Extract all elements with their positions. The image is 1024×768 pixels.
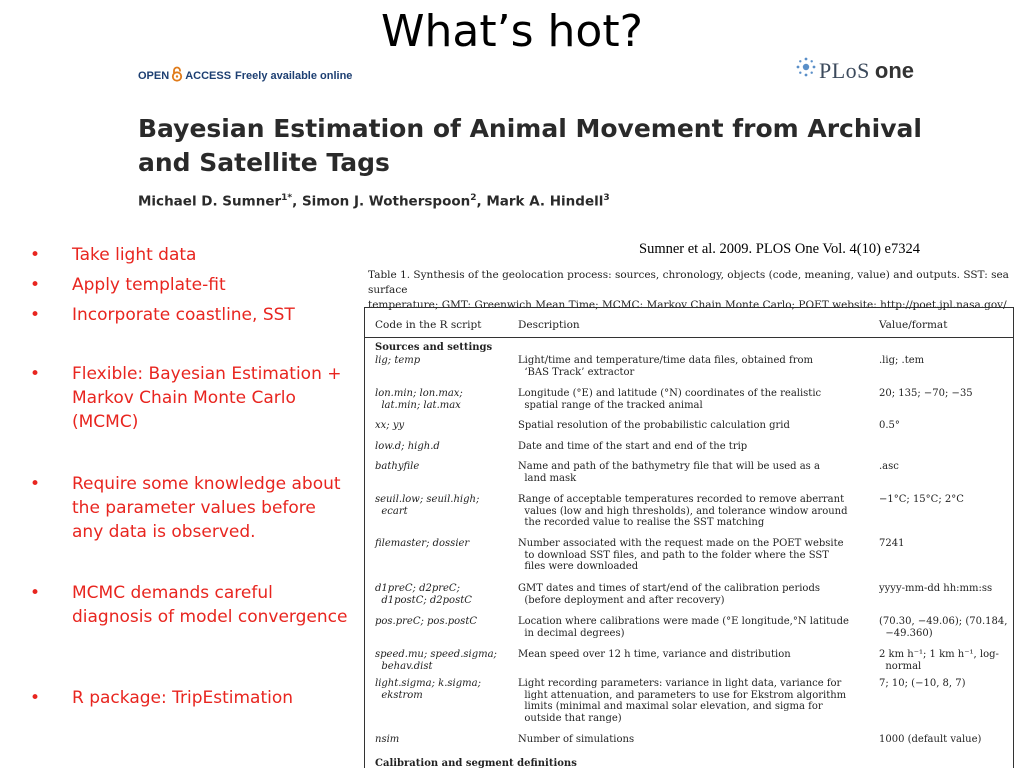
cell-line: 0.5° bbox=[879, 420, 900, 431]
cell-line: Name and path of the bathymetry file that will be used as a bbox=[518, 461, 820, 472]
cell-line: Number associated with the request made on the POET website bbox=[518, 538, 844, 549]
bullet-icon: • bbox=[30, 583, 41, 603]
cell-line: (before deployment and after recovery) bbox=[518, 594, 725, 606]
cell-code bbox=[375, 461, 515, 473]
cell-line: speed.mu; speed.sigma; bbox=[375, 649, 497, 660]
cell-line: low.d; high.d bbox=[375, 441, 440, 452]
cell-line: d1preC; d2preC; bbox=[375, 583, 460, 594]
cell-line: Light/time and temperature/time data files, obtained from bbox=[518, 355, 813, 366]
bullet-item bbox=[30, 362, 350, 434]
cell-code bbox=[375, 734, 515, 746]
column-header-value: Value/format bbox=[879, 319, 948, 331]
author-affiliation: 3 bbox=[603, 193, 610, 203]
cell-line: 1000 (default value) bbox=[879, 734, 982, 745]
cell-description bbox=[518, 538, 868, 573]
bullet-text: MCMC demands careful diagnosis of model convergence bbox=[72, 583, 348, 627]
open-access-access: ACCESS bbox=[185, 69, 232, 82]
column-header-code: Code in the R script bbox=[375, 319, 482, 331]
paper-authors: Michael D. Sumner$^{1*}$, Simon J. Wotherspoon$^2$, Mark A. Hindell$^3$ bbox=[138, 193, 610, 210]
citation: Sumner et al. 2009. PLOS One Vol. 4(10) e7324 bbox=[639, 241, 920, 257]
cell-line: Longitude (°E) and latitude (°N) coordinates of the realistic bbox=[518, 388, 822, 399]
cell-description bbox=[518, 420, 868, 432]
cell-code bbox=[375, 441, 515, 453]
cell-line: Number of simulations bbox=[518, 734, 635, 745]
bullet-text: Apply template-fit bbox=[72, 275, 226, 295]
cell-line: ‘BAS Track’ extractor bbox=[518, 366, 635, 378]
cell-line: Spatial resolution of the probabilistic calculation grid bbox=[518, 420, 790, 431]
cell-line: light.sigma; k.sigma; bbox=[375, 678, 481, 689]
cell-line: GMT dates and times of start/end of the calibration periods bbox=[518, 583, 820, 594]
bullet-icon: • bbox=[30, 275, 41, 295]
open-access-open: OPEN bbox=[138, 69, 170, 82]
cell-description bbox=[518, 441, 868, 453]
bullet-item bbox=[30, 472, 350, 544]
cell-line: files were downloaded bbox=[518, 561, 639, 572]
open-access-freely: Freely available online bbox=[235, 69, 353, 82]
cell-line: 2 km h⁻¹; 1 km h⁻¹, log- bbox=[879, 649, 999, 660]
author-name: Mark A. Hindell bbox=[486, 193, 604, 210]
cell-line: −49.360) bbox=[879, 627, 933, 639]
cell-code bbox=[375, 616, 515, 628]
bullet-text: R package: TripEstimation bbox=[72, 688, 294, 708]
table-caption-line: Table 1. Synthesis of the geolocation process: sources, chronology, objects (code, meaning, value) and outputs. SST: sea surface bbox=[368, 269, 1009, 296]
cell-line: yyyy-mm-dd hh:mm:ss bbox=[879, 583, 993, 594]
cell-line: .lig; .tem bbox=[879, 355, 925, 366]
cell-description bbox=[518, 616, 868, 639]
cell-code bbox=[375, 538, 515, 550]
cell-description bbox=[518, 494, 868, 529]
cell-line: (70.30, −49.06); (70.184, bbox=[879, 616, 1008, 627]
bullet-item bbox=[30, 686, 350, 710]
cell-line: d1postC; d2postC bbox=[375, 594, 472, 606]
cell-value bbox=[879, 734, 1013, 746]
cell-line: Light recording parameters: variance in light data, variance for bbox=[518, 678, 842, 689]
cell-line: Range of acceptable temperatures recorded to remove aberrant bbox=[518, 494, 845, 505]
cell-line: values (low and high thresholds), and tolerance window around bbox=[518, 505, 848, 517]
open-lock-icon bbox=[171, 66, 183, 85]
cell-line: land mask bbox=[518, 472, 577, 484]
cell-line: xx; yy bbox=[375, 420, 405, 431]
bullet-icon: • bbox=[30, 474, 41, 494]
bullet-item bbox=[30, 243, 350, 267]
cell-description bbox=[518, 388, 868, 411]
cell-line: the recorded value to realise the SST matching bbox=[518, 517, 765, 528]
cell-line: .asc bbox=[879, 461, 899, 472]
cell-line: behav.dist bbox=[375, 660, 433, 672]
cell-line: lon.min; lon.max; bbox=[375, 388, 463, 399]
bullet-icon: • bbox=[30, 364, 41, 384]
cell-line: Date and time of the start and end of the trip bbox=[518, 441, 748, 452]
bullet-text: Flexible: Bayesian Estimation + Markov Chain Monte Carlo (MCMC) bbox=[72, 364, 342, 432]
open-access-banner bbox=[138, 66, 352, 85]
cell-line: 7241 bbox=[879, 538, 905, 549]
bullet-text: Incorporate coastline, SST bbox=[72, 305, 295, 325]
author-name: Michael D. Sumner bbox=[138, 193, 282, 210]
cell-value bbox=[879, 678, 1013, 690]
cell-line: outside that range) bbox=[518, 712, 622, 724]
cell-value bbox=[879, 538, 1013, 550]
cell-code bbox=[375, 678, 515, 701]
cell-value bbox=[879, 494, 1013, 506]
cell-description bbox=[518, 583, 868, 606]
slide-title: What’s hot? bbox=[381, 6, 643, 57]
author-affiliation: 2 bbox=[470, 193, 477, 203]
cell-line: nsim bbox=[375, 734, 400, 745]
column-header-description: Description bbox=[518, 319, 580, 331]
cell-line: light attenuation, and parameters to use for Ekstrom algorithm bbox=[518, 689, 847, 701]
cell-line: ecart bbox=[375, 505, 408, 517]
cell-value bbox=[879, 420, 1013, 432]
table-header-row bbox=[365, 308, 1013, 338]
cell-line: 7; 10; (−10, 8, 7) bbox=[879, 678, 966, 689]
geolocation-table bbox=[364, 307, 1014, 768]
table-section-sources: Sources and settings bbox=[375, 342, 493, 353]
author-affiliation: 1* bbox=[281, 193, 293, 203]
table-caption-line: temperature; GMT: Greenwich Mean Time; MCMC: Markov Chain Monte Carlo; POET website: http://poet.jpl.nasa.gov/ bbox=[368, 299, 1007, 311]
cell-description bbox=[518, 461, 868, 484]
cell-value bbox=[879, 355, 1013, 367]
cell-value bbox=[879, 461, 1013, 473]
table-section-calibration: Calibration and segment definitions bbox=[375, 758, 577, 768]
cell-line: in decimal degrees) bbox=[518, 627, 625, 639]
cell-line: pos.preC; pos.postC bbox=[375, 616, 477, 627]
bullet-item bbox=[30, 581, 350, 629]
cell-code bbox=[375, 388, 515, 411]
bullet-icon: • bbox=[30, 245, 41, 265]
bullet-item bbox=[30, 303, 350, 327]
cell-value bbox=[879, 649, 1013, 672]
cell-description bbox=[518, 678, 868, 724]
cell-line: ekstrom bbox=[375, 689, 423, 701]
cell-code bbox=[375, 355, 515, 367]
cell-line: limits (minimal and maximal solar elevation, and sigma for bbox=[518, 701, 823, 712]
cell-line: Mean speed over 12 h time, variance and distribution bbox=[518, 649, 791, 660]
one-wordmark: one bbox=[874, 58, 915, 83]
author-name: Simon J. Wotherspoon bbox=[301, 193, 471, 210]
paper-title bbox=[138, 112, 928, 180]
cell-code bbox=[375, 494, 515, 517]
paper-title-line: and Satellite Tags bbox=[138, 148, 390, 177]
cell-line: −1°C; 15°C; 2°C bbox=[879, 494, 964, 505]
cell-line: lat.min; lat.max bbox=[375, 399, 461, 411]
plos-one-logo bbox=[795, 56, 914, 84]
bullet-item bbox=[30, 273, 350, 297]
cell-code bbox=[375, 649, 515, 672]
bullet-icon: • bbox=[30, 305, 41, 325]
cell-line: filemaster; dossier bbox=[375, 538, 470, 549]
paper-title-line: Bayesian Estimation of Animal Movement from Archival bbox=[138, 114, 922, 143]
cell-code bbox=[375, 583, 515, 606]
bullet-icon: • bbox=[30, 688, 41, 708]
plos-burst-icon bbox=[795, 56, 817, 78]
bullet-text: Take light data bbox=[72, 245, 197, 265]
cell-description bbox=[518, 649, 868, 661]
cell-description bbox=[518, 355, 868, 378]
cell-line: lig; temp bbox=[375, 355, 421, 366]
cell-line: bathyfile bbox=[375, 461, 420, 472]
cell-line: 20; 135; −70; −35 bbox=[879, 388, 973, 399]
cell-description bbox=[518, 734, 868, 746]
cell-line: to download SST files, and path to the folder where the SST bbox=[518, 549, 829, 561]
cell-line: spatial range of the tracked animal bbox=[518, 399, 703, 411]
bullet-text: Require some knowledge about the parameter values before any data is observed. bbox=[72, 474, 341, 542]
plos-wordmark: PLoS bbox=[819, 58, 870, 83]
cell-value bbox=[879, 583, 1013, 595]
cell-line: seuil.low; seuil.high; bbox=[375, 494, 480, 505]
cell-code bbox=[375, 420, 515, 432]
cell-line: Location where calibrations were made (°E longitude,°N latitude bbox=[518, 616, 849, 627]
cell-value bbox=[879, 388, 1013, 400]
cell-value bbox=[879, 616, 1013, 639]
cell-line: normal bbox=[879, 660, 922, 672]
